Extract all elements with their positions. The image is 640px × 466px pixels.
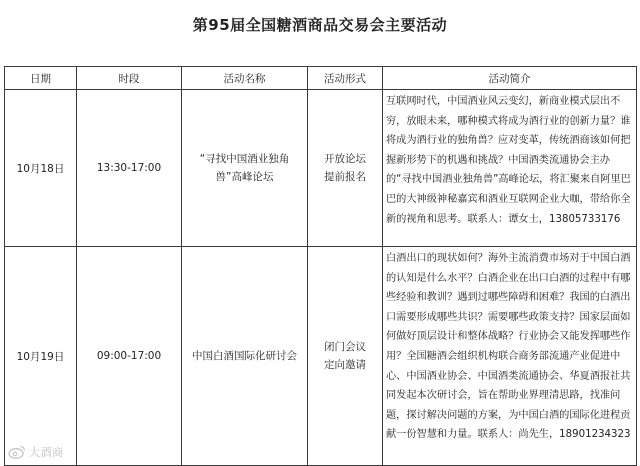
activity-form-text: 开放论坛 提前报名 <box>324 153 366 183</box>
page-title: 第95届全国糖酒商品交易会主要活动 <box>192 16 448 34</box>
watermark-text: 大酒商 <box>29 446 64 459</box>
activity-form-cell <box>308 247 383 466</box>
time-cell: 09:00-17:00 <box>77 247 182 466</box>
column-header-date: 日期 <box>5 67 77 90</box>
activity-name-cell <box>182 247 308 466</box>
table-row <box>5 247 637 466</box>
activity-name-text: 中国白酒国际化研讨会 <box>192 350 297 362</box>
column-header-name: 活动名称 <box>182 67 308 90</box>
date-cell: 10月19日 <box>5 247 77 466</box>
column-header-time: 时段 <box>77 67 182 90</box>
activity-name-text: “寻找中国酒业独角兽”高峰论坛 <box>199 153 290 183</box>
activity-table <box>4 66 637 466</box>
activity-form-cell <box>308 90 383 247</box>
activity-intro-cell: 互联网时代，中国酒业风云变幻，新商业模式层出不穷，放眼未来，哪种模式将成为酒行业的创新力量？谁将成为酒行业的独角兽？应对变革，传统酒商该如何把握新形势下的机遇和挑战？中国酒类流通协会主办的“寻找中国酒业独角兽”高峰论坛，将汇聚来自阿里巴巴的大神级神秘嘉宾和酒业互联网企业大咖，带给你全新的视角和思考。联系人：谭女士，13805733176 <box>383 90 637 247</box>
watermark <box>8 444 64 460</box>
table-header-row <box>5 67 637 90</box>
table-row <box>5 90 637 247</box>
column-header-form: 活动形式 <box>308 67 383 90</box>
weibo-icon <box>8 445 26 459</box>
column-header-intro: 活动简介 <box>383 67 637 90</box>
date-cell: 10月18日 <box>5 90 77 247</box>
activity-name-cell <box>182 90 308 247</box>
time-cell: 13:30-17:00 <box>77 90 182 247</box>
activity-form-text: 闭门会议 定向邀请 <box>324 341 366 371</box>
activity-intro-cell: 白酒出口的现状如何？海外主流消费市场对于中国白酒的认知是什么水平？白酒企业在出口白酒的过程中有哪些经验和教训？遇到过哪些障碍和困难？我国的白酒出口需要形成哪些共识？需要哪些政策支持？国家层面如何做好顶层设计和整体战略？行业协会又能发挥哪些作用？全国糖酒会组织机构联合商务部流通产业促进中心、中国酒业协会、中国酒类流通协会、华夏酒报社共同发起本次研讨会，旨在帮助业界理清思路，找准问题，探讨解决问题的方案，为中国白酒的国际化进程贡献一份智慧和力量。联系人：尚先生，18901234323 <box>383 247 637 466</box>
